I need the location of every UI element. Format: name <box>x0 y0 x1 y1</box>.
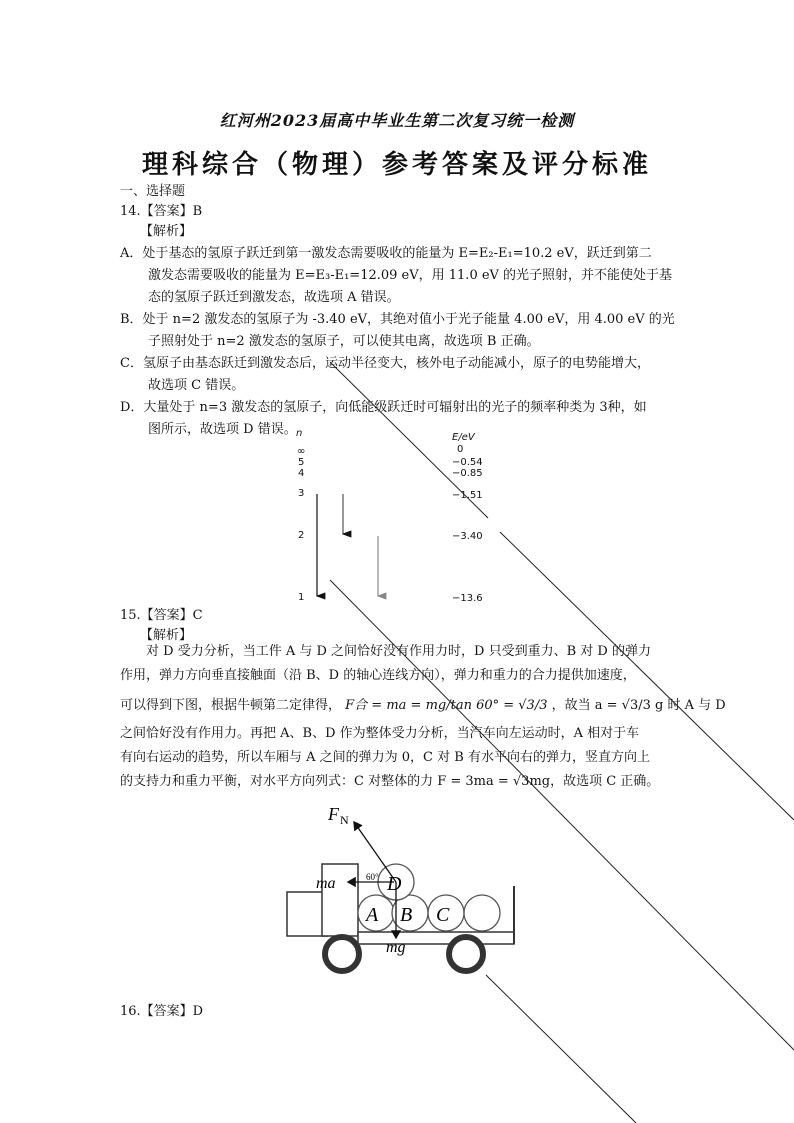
q14-answer: 14.【答案】B <box>120 204 203 219</box>
q15-paragraph-line4: 之间恰好没有作用力。再把 A、B、D 作为整体受力分析，当汽车向左运动时，A 相对于车 <box>120 726 640 741</box>
label-fn: F <box>328 804 339 824</box>
q14-option-d-line2: 图所示，故选项 D 错误。 <box>148 422 297 437</box>
label-mg: mg <box>386 939 406 956</box>
label-angle: 60° <box>366 872 379 882</box>
q14-option-c-line1: C．氢原子由基态跃迁到激发态后，运动半径变大，核外电子动能减小，原子的电势能增大， <box>120 356 650 371</box>
section-heading: 一、选择题 <box>120 184 186 199</box>
q15-analysis-label: 【解析】 <box>140 628 193 643</box>
label-a: A <box>366 904 379 926</box>
level-e-5: −0.54 <box>452 457 483 468</box>
level-n-inf: ∞ <box>297 446 306 457</box>
q14-option-a-line1: A．处于基态的氢原子跃迁到第一激发态需要吸收的能量为 E=E₂-E₁=10.2 eV，跃迁到第二 <box>120 246 652 261</box>
q15-line3-text-b: ，故当 a = √3/3 g 时 A 与 D <box>551 698 726 713</box>
q15-answer: 15.【答案】C <box>120 608 203 623</box>
energy-n-label: n <box>296 428 303 439</box>
label-b: B <box>400 904 413 926</box>
level-e-2: −3.40 <box>452 531 483 542</box>
level-e-1: −13.6 <box>452 593 483 604</box>
q16-answer: 16.【答案】D <box>120 1004 204 1019</box>
q14-option-b-line1: B．处于 n=2 激发态的氢原子为 -3.40 eV，其绝对值小于光子能量 4.00 eV，用 4.00 eV 的光 <box>120 312 675 327</box>
level-n-5: 5 <box>298 457 305 468</box>
level-e-3: −1.51 <box>452 490 483 501</box>
label-d: D <box>387 873 402 895</box>
level-n-4: 4 <box>298 468 305 479</box>
q14-option-d-line1: D．大量处于 n=3 激发态的氢原子，向低能级跃迁时可辐射出的光子的频率种类为 3种，如 <box>120 400 647 415</box>
level-n-1: 1 <box>298 592 305 603</box>
q15-paragraph-line5: 有向右运动的趋势，所以车厢与 A 之间的弹力为 0，C 对 B 有水平向右的弹力，竖直方向上 <box>120 750 650 765</box>
q15-line3-text-a: 可以得到下图，根据牛顿第二定律得， <box>120 698 342 713</box>
document-subtitle: 红河州2023届高中毕业生第二次复习统一检测 <box>219 111 575 130</box>
q15-paragraph-line6: 的支持力和重力平衡，对水平方向列式：C 对整体的力 F = 3ma = √3mg，故选项 C 正确。 <box>120 774 660 789</box>
level-e-4: −0.85 <box>452 468 483 479</box>
q14-option-a-line2: 激发态需要吸收的能量为 E=E₃-E₁=12.09 eV，用 11.0 eV 的光子照射，并不能使处于基 <box>148 268 673 283</box>
q14-option-c-line2: 故选项 C 错误。 <box>148 378 245 393</box>
q14-analysis-label: 【解析】 <box>140 224 193 239</box>
label-ma: ma <box>316 875 336 892</box>
q15-paragraph-line1: 对 D 受力分析，当工件 A 与 D 之间恰好没有作用力时，D 只受到重力、B 对 D 的弹力 <box>146 644 651 659</box>
document-title: 理科综合（物理）参考答案及评分标准 <box>141 150 652 180</box>
q14-option-b-line2: 子照射处于 n=2 激发态的氢原子，可以使其电离，故选项 B 正确。 <box>148 334 540 349</box>
q15-formula-1: F合 = ma = mg/tan 60° = √3/3 <box>345 698 548 713</box>
q15-paragraph-line2: 作用，弹力方向垂直接触面（沿 B、D 的轴心连线方向），弹力和重力的合力提供加速度， <box>120 668 636 683</box>
energy-e-label: E/eV <box>452 432 475 443</box>
label-c: C <box>436 904 450 926</box>
q14-option-a-line3: 态的氢原子跃迁到激发态，故选项 A 错误。 <box>148 290 400 305</box>
label-fn-sub: N <box>340 813 349 827</box>
level-e-inf: 0 <box>457 444 464 455</box>
level-n-2: 2 <box>298 530 305 541</box>
level-n-3: 3 <box>298 488 305 499</box>
